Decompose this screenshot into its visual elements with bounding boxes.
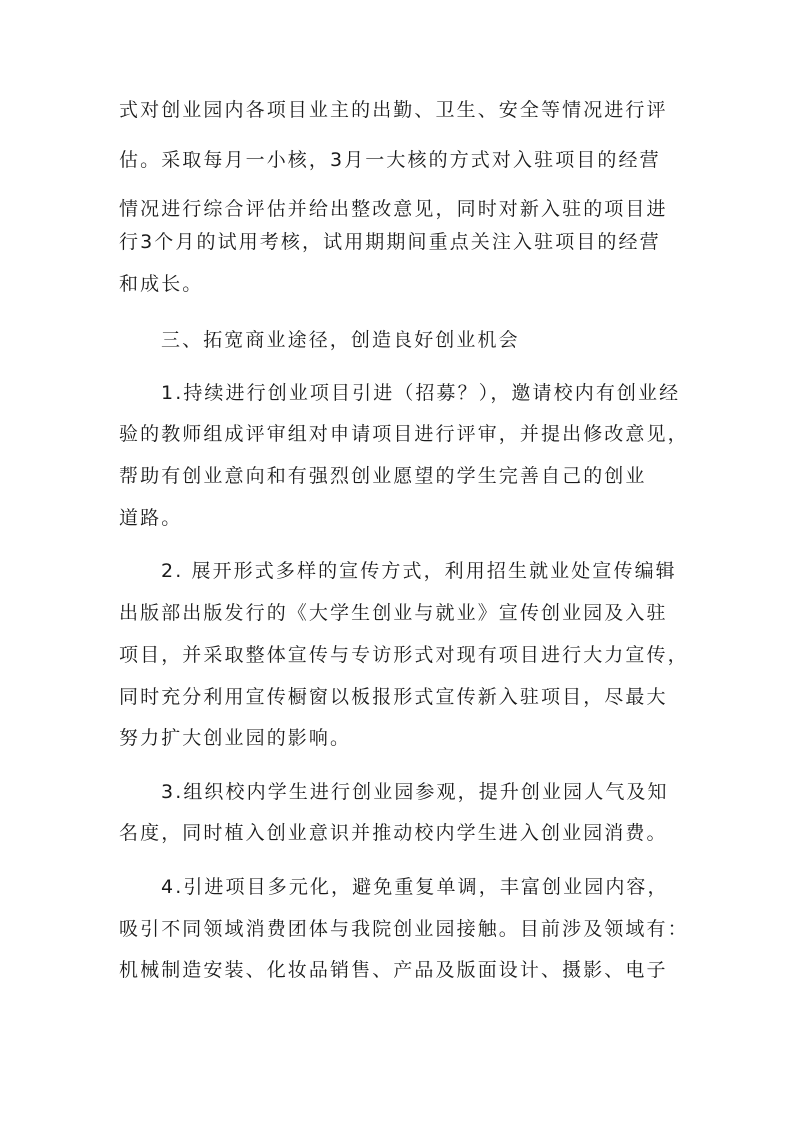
text-line: 道路。 (119, 507, 183, 529)
text-line: 行3个月的试用考核，试用期期间重点关注入驻项目的经营 (119, 231, 661, 253)
text-line: 1.持续进行创业项目引进（招募？），邀请校内有创业经 (161, 382, 681, 404)
text-line: 努力扩大创业园的影响。 (119, 727, 352, 749)
text-line: 验的教师组成评审组对申请项目进行评审，并提出修改意见， (119, 423, 689, 445)
text-line: 和成长。 (119, 273, 204, 295)
text-line: 同时充分利用宣传橱窗以板报形式宣传新入驻项目，尽最大 (119, 686, 668, 708)
text-line: 名度，同时植入创业意识并推动校内学生进入创业园消费。 (119, 822, 668, 844)
text-line: 3.组织校内学生进行创业园参观，提升创业园人气及知 (161, 781, 669, 803)
text-line: 机械制造安装、化妆品销售、产品及版面设计、摄影、电子 (119, 959, 668, 981)
text-line: 估。采取每月一小核，3月一大核的方式对入驻项目的经营 (119, 149, 661, 171)
text-line: 吸引不同领域消费团体与我院创业园接触。目前涉及领域有： (119, 918, 689, 940)
text-line: 2. 展开形式多样的宣传方式，利用招生就业处宣传编辑 (161, 560, 677, 582)
text-line: 出版部出版发行的《大学生创业与就业》宣传创业园及入驻 (119, 602, 668, 624)
text-line: 情况进行综合评估并给出整改意见，同时对新入驻的项目进 (119, 198, 668, 220)
section-heading: 三、拓宽商业途径，创造良好创业机会 (161, 329, 520, 351)
text-line: 帮助有创业意向和有强烈创业愿望的学生完善自己的创业 (119, 465, 647, 487)
text-line: 式对创业园内各项目业主的出勤、卫生、安全等情况进行评 (119, 99, 668, 121)
text-line: 4.引进项目多元化，避免重复单调，丰富创业园内容， (161, 876, 669, 898)
text-line: 项目，并采取整体宣传与专访形式对现有项目进行大力宣传， (119, 644, 689, 666)
